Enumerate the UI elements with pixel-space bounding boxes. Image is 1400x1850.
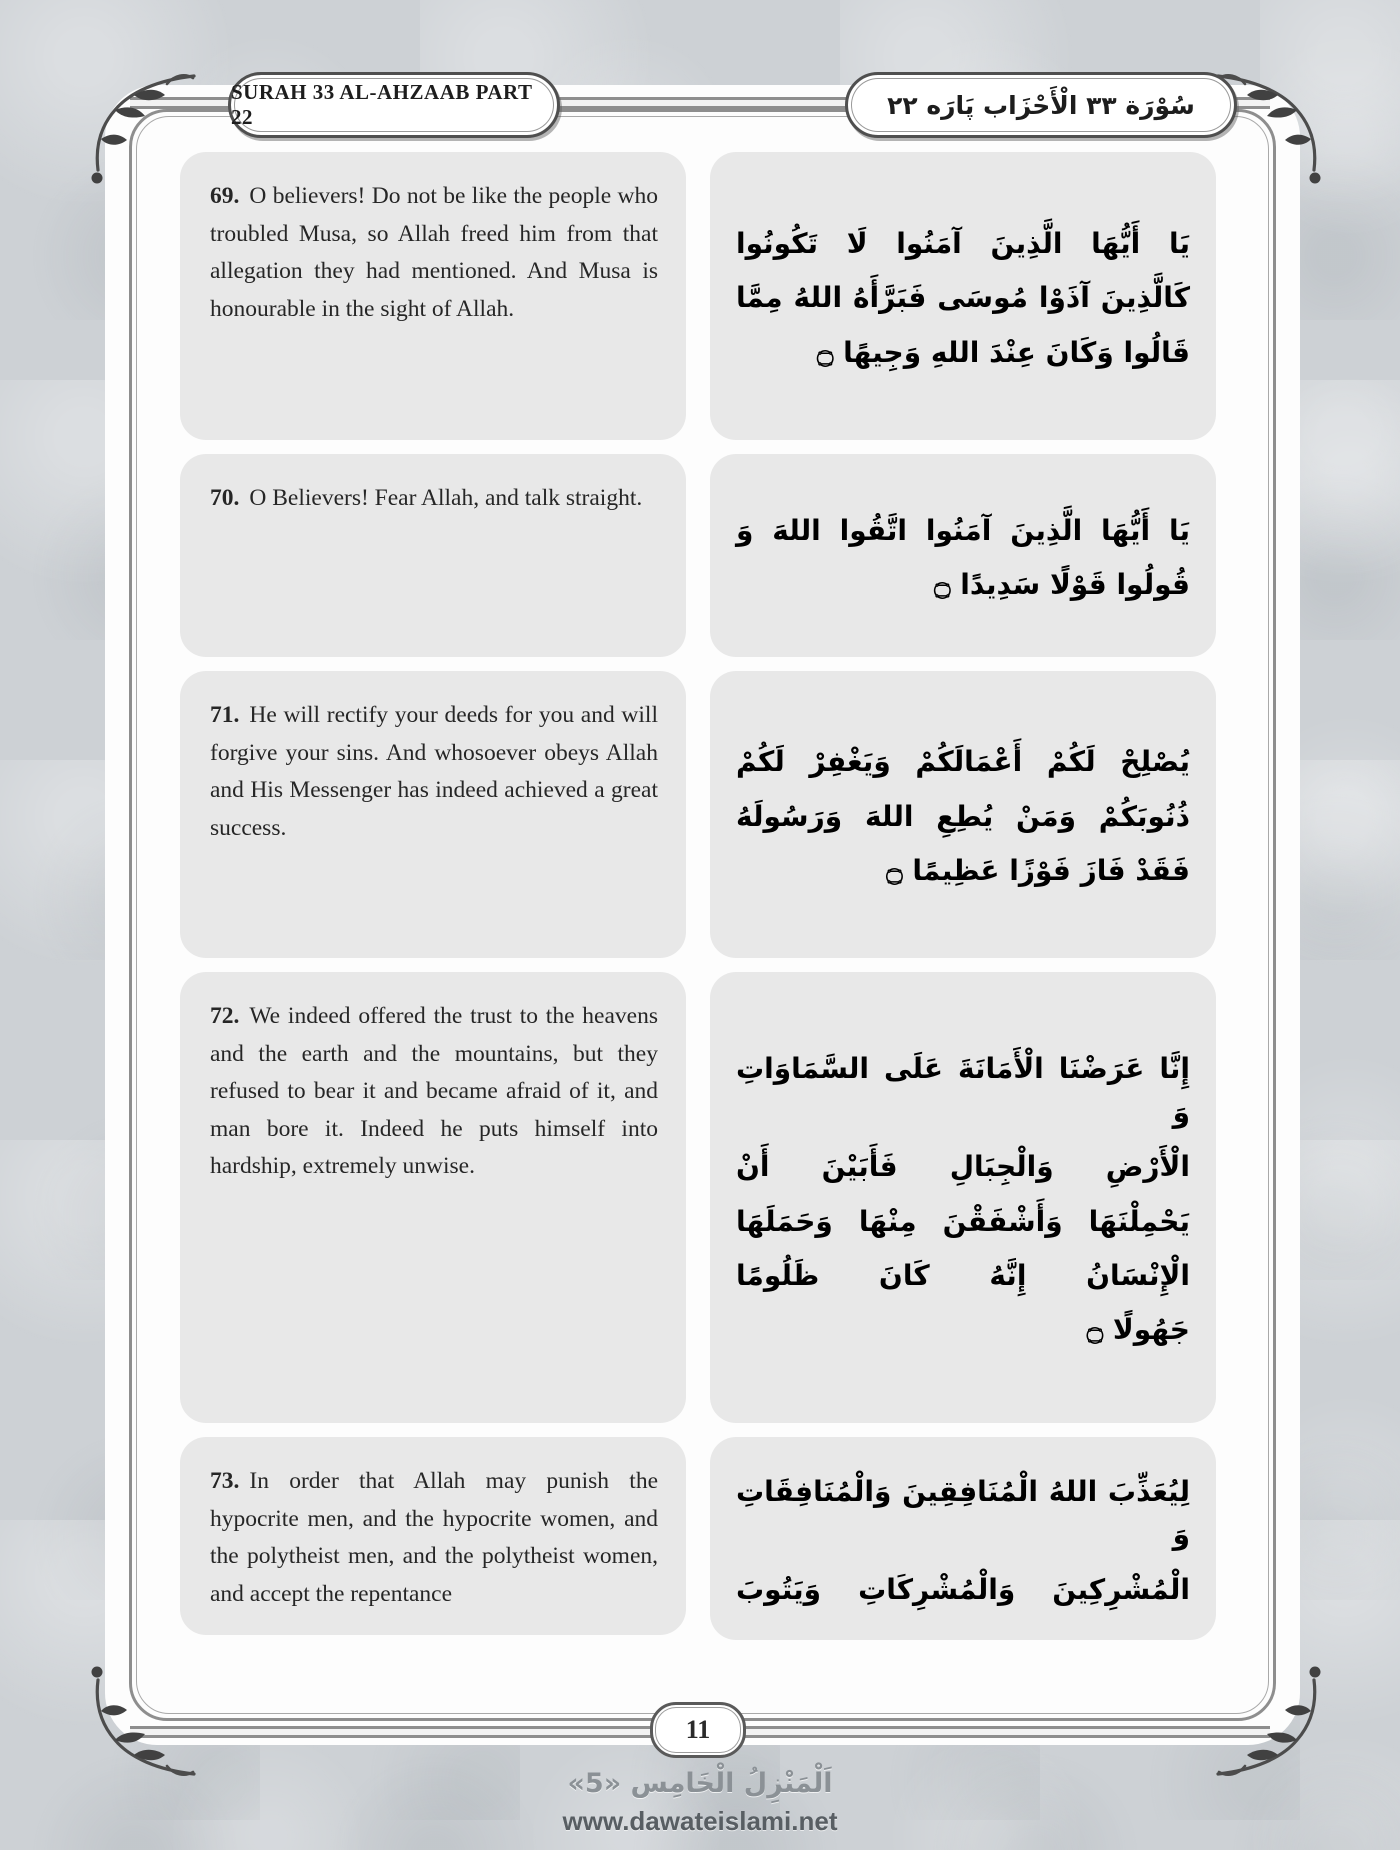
surah-title-arabic: سُوْرَة ٣٣ الْأَحْزَاب پَارَه ٢٢ xyxy=(887,90,1195,120)
verse-71-translation xyxy=(210,697,658,847)
arabic-line: لِيُعَذِّبَ اللهُ الْمُنَافِقِينَ وَالْمُنَافِقَاتِ وَ xyxy=(736,1475,1190,1552)
verses-area xyxy=(180,152,1216,1640)
surah-title-pill-english xyxy=(228,72,560,138)
arabic-line: قَالُوا وَكَانَ عِنْدَ اللهِ وَجِيهًا ۝ xyxy=(816,335,1190,369)
verse-71-arabic xyxy=(736,729,1190,903)
verse-71-number: 71. xyxy=(210,702,240,728)
verse-69-english-text: O believers! Do not be like the people who troubled Musa, so Allah freed him from that allegation they had mentioned. And Musa is honourable in the sight of Allah. xyxy=(210,183,658,322)
manzil-label: اَلْمَنْزِلُ الْخَامِس «5» xyxy=(567,1768,833,1799)
verse-70-translation xyxy=(210,480,658,518)
arabic-line: جَهُولًا ۝ xyxy=(1086,1313,1190,1347)
page-number-pill xyxy=(650,1702,746,1758)
floral-flourish-icon xyxy=(1210,62,1340,192)
arabic-line: يَا أَيُّهَا الَّذِينَ آمَنُوا اتَّقُوا اللهَ وَ xyxy=(736,513,1190,547)
floral-flourish-icon xyxy=(1210,1658,1340,1788)
verse-73-translation-box xyxy=(180,1437,686,1635)
verse-71-english-text: He will rectify your deeds for you and will forgive your sins. And whosoever obeys Allah and His Messenger has indeed achieved a great success. xyxy=(210,702,658,841)
floral-flourish-icon xyxy=(72,1658,202,1788)
verse-72-translation-box xyxy=(180,972,686,1423)
arabic-line: قُولُوا قَوْلًا سَدِيدًا ۝ xyxy=(934,568,1190,601)
verse-73-arabic xyxy=(736,1459,1190,1622)
verse-71-translation-box xyxy=(180,671,686,958)
verse-72-translation xyxy=(210,998,658,1186)
verse-row-73 xyxy=(180,1437,1216,1640)
arabic-line: الْإِنْسَانُ إِنَّهُ كَانَ ظَلُومًا xyxy=(736,1258,1190,1292)
verse-73-translation xyxy=(210,1463,658,1613)
arabic-line: الْأَرْضِ وَالْجِبَالِ فَأَبَيْنَ أَنْ xyxy=(736,1150,1190,1184)
verse-71-arabic-box xyxy=(710,671,1216,958)
arabic-line: فَقَدْ فَازَ فَوْزًا عَظِيمًا ۝ xyxy=(886,854,1190,888)
verse-69-arabic xyxy=(736,211,1190,385)
verse-69-arabic-box xyxy=(710,152,1216,440)
verse-70-arabic xyxy=(736,498,1190,618)
floral-flourish-icon xyxy=(72,62,202,192)
verse-70-number: 70. xyxy=(210,485,240,511)
arabic-line: يَحْمِلْنَهَا وَأَشْفَقْنَ مِنْهَا وَحَمَلَهَا xyxy=(736,1204,1190,1238)
verse-row-69 xyxy=(180,152,1216,440)
verse-69-translation xyxy=(210,178,658,328)
verse-72-english-text: We indeed offered the trust to the heavens and the earth and the mountains, but they refused to bear it and became afraid of it, and man bore it. Indeed he puts himself into hardship, extremely unwise. xyxy=(210,1003,658,1180)
website-label: www.dawateislami.net xyxy=(562,1806,838,1836)
verse-row-72 xyxy=(180,972,1216,1423)
surah-title-pill-arabic xyxy=(845,72,1237,138)
surah-title-english: SURAH 33 AL-AHZAAB PART 22 xyxy=(231,80,533,129)
arabic-line: الْمُشْرِكِينَ وَالْمُشْرِكَاتِ وَيَتُوبَ xyxy=(736,1572,1190,1606)
arabic-line: إِنَّا عَرَضْنَا الْأَمَانَةَ عَلَى السَّمَاوَاتِ وَ xyxy=(736,1052,1190,1129)
arabic-line: يُصْلِحْ لَكُمْ أَعْمَالَكُمْ وَيَغْفِرْ لَكُمْ xyxy=(736,745,1190,779)
verse-69-number: 69. xyxy=(210,183,240,209)
verse-72-number: 72. xyxy=(210,1003,240,1029)
verse-70-english-text: O Believers! Fear Allah, and talk straight. xyxy=(249,485,643,511)
page-number: 11 xyxy=(685,1715,711,1744)
arabic-line: كَالَّذِينَ آذَوْا مُوسَى فَبَرَّأَهُ اللهُ مِمَّا xyxy=(736,281,1190,315)
verse-73-number: 73. xyxy=(210,1468,240,1494)
arabic-line: ذُنُوبَكُمْ وَمَنْ يُطِعِ اللهَ وَرَسُولَهُ xyxy=(736,799,1190,833)
verse-70-arabic-box xyxy=(710,454,1216,657)
verse-73-english-text: In order that Allah may punish the hypocrite men, and the hypocrite women, and the polytheist men, and the polytheist women, and accept the repentance xyxy=(210,1468,658,1607)
verse-72-arabic xyxy=(736,1036,1190,1362)
verse-69-translation-box xyxy=(180,152,686,440)
verse-row-70 xyxy=(180,454,1216,657)
verse-70-translation-box xyxy=(180,454,686,657)
verse-73-arabic-box xyxy=(710,1437,1216,1640)
arabic-line: يَا أَيُّهَا الَّذِينَ آمَنُوا لَا تَكُونُوا xyxy=(736,226,1190,260)
verse-row-71 xyxy=(180,671,1216,958)
verse-72-arabic-box xyxy=(710,972,1216,1423)
